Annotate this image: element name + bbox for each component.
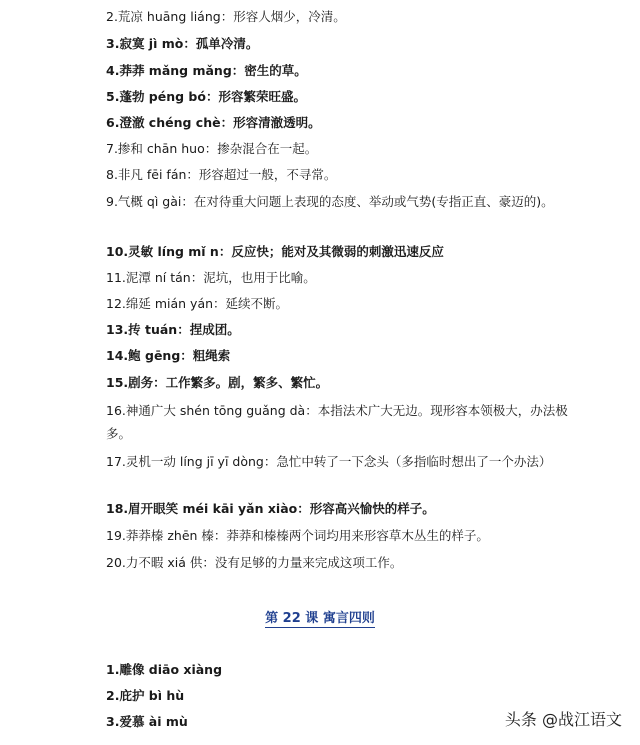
vocab-item: 4.莽莽 mǎng mǎng：密生的草。: [106, 63, 307, 78]
vocab-item: 10.灵敏 líng mǐ n：反应快；能对及其微弱的刺激迅速反应: [106, 244, 444, 259]
vocab-item: 3.寂寞 jì mò：孤单冷清。: [106, 36, 259, 51]
vocab-item: 18.眉开眼笑 méi kāi yǎn xiào：形容高兴愉快的样子。: [106, 501, 435, 516]
section-item: 2.庇护 bì hù: [106, 688, 185, 703]
section-heading: [0, 607, 640, 626]
vocab-item: 15.剧务：工作繁多。剧，繁多、繁忙。: [106, 375, 329, 390]
section-heading-text: 第 22 课 寓言四则: [265, 611, 375, 626]
vocab-item: 16.神通广大 shén tōng guǎng dà：本指法术广大无边。现形容本领极大，办法极多。: [106, 403, 568, 441]
section-item: 3.爱慕 ài mù: [106, 714, 188, 729]
vocab-item: 13.抟 tuán：捏成团。: [106, 322, 240, 337]
section-item: 1.雕像 diāo xiàng: [106, 662, 223, 677]
vocab-item: 2.荒凉 huāng liáng：形容人烟少，冷清。: [106, 9, 346, 24]
vocab-item: 9.气概 qì gài：在对待重大问题上表现的态度、举动或气势(专指正直、豪迈的)。: [106, 194, 554, 209]
vocab-item: 20.力不暇 xiá 供：没有足够的力量来完成这项工作。: [106, 555, 403, 570]
vocab-item: 14.鲍 gēng：粗绳索: [106, 348, 231, 363]
vocab-item: 7.掺和 chān huo：掺杂混合在一起。: [106, 141, 318, 156]
watermark: 头条 @战江语文: [504, 710, 622, 729]
vocab-item: 17.灵机一动 líng jī yī dòng：急忙中转了一下念头（多指临时想出了一个办法）: [106, 454, 552, 469]
vocab-item: 8.非凡 fēi fán：形容超过一般，不寻常。: [106, 167, 337, 182]
vocab-item: 5.蓬勃 péng bó：形容繁荣旺盛。: [106, 89, 306, 104]
vocab-item: 19.莽莽榛 zhēn 榛：莽莽和榛榛两个词均用来形容草木丛生的样子。: [106, 528, 489, 543]
vocab-item: 12.绵延 mián yán：延续不断。: [106, 296, 289, 311]
vocab-item: 11.泥潭 ní tán：泥坑，也用于比喻。: [106, 270, 316, 285]
vocab-item: 6.澄澈 chéng chè：形容清澈透明。: [106, 115, 321, 130]
